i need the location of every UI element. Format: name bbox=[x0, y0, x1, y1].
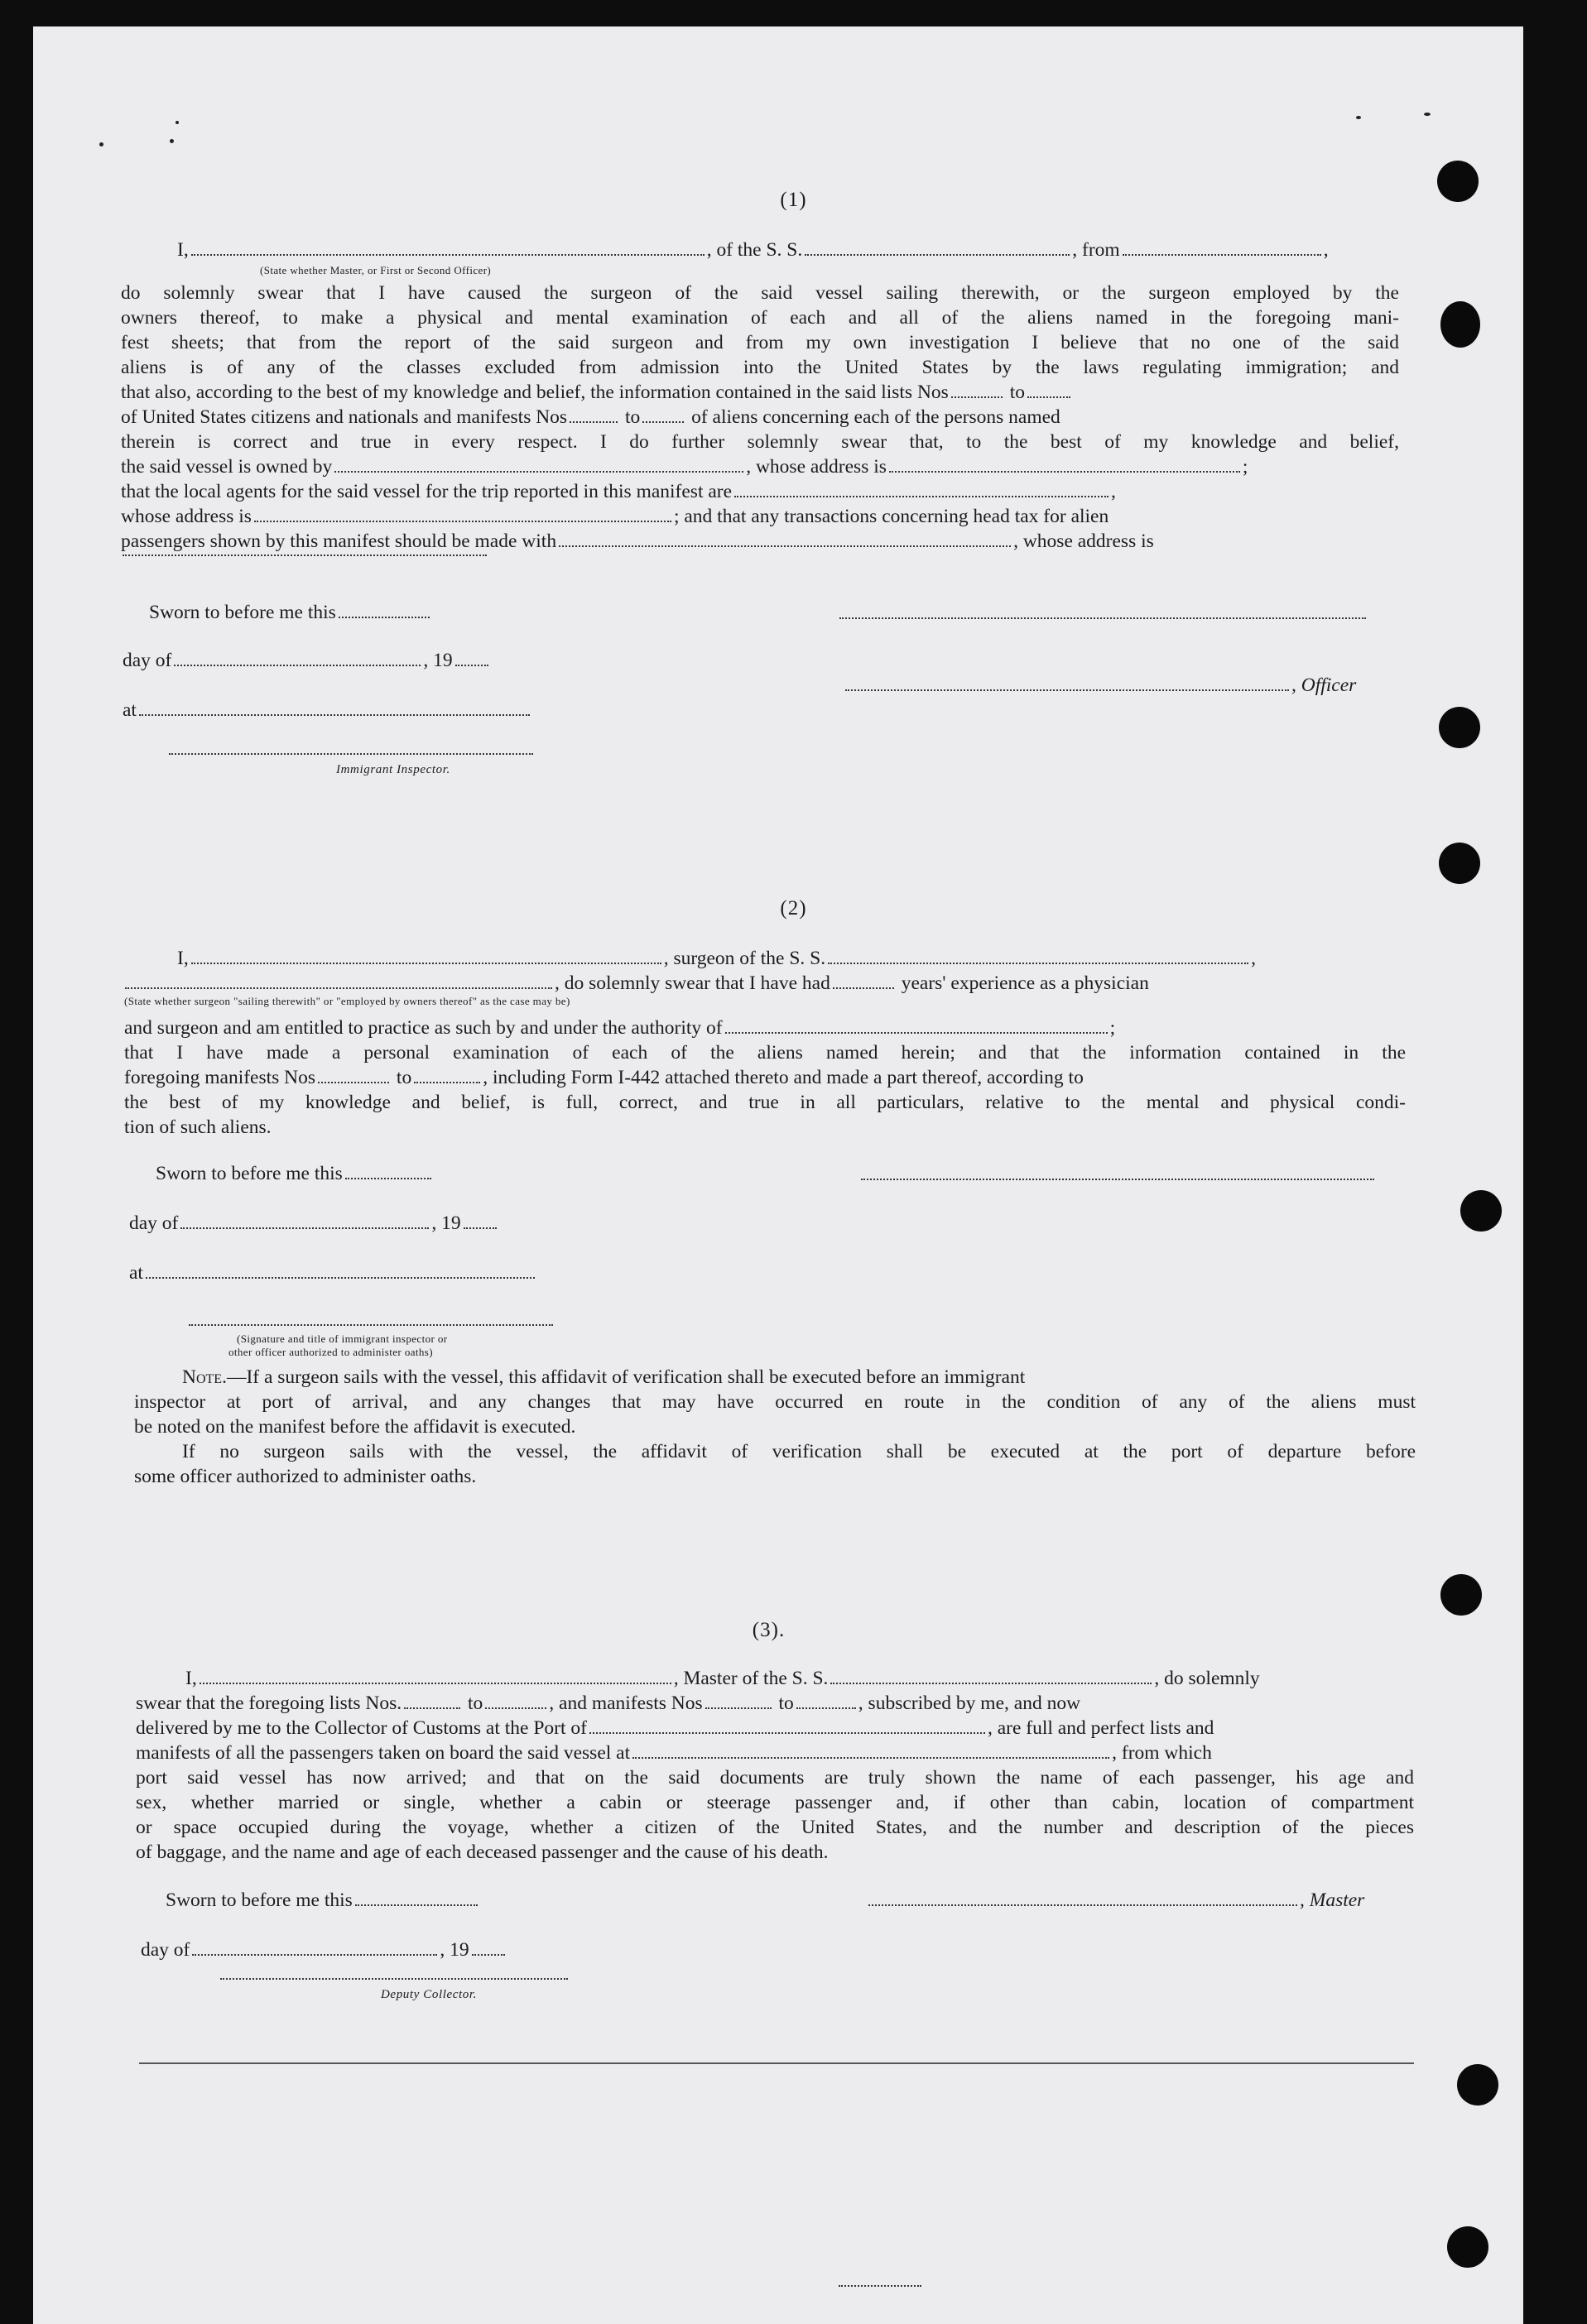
section-1-at: at bbox=[123, 699, 532, 722]
section-1-passengers-line: passengers shown by this manifest should be made with , whose address is bbox=[121, 531, 1154, 552]
punch-hole bbox=[1457, 2064, 1498, 2106]
section-1-para-line: aliens is of any of the classes excluded from admission into the United States by the laws regulating immigration; and bbox=[121, 357, 1399, 378]
section-2-line-1: I, , surgeon of the S. S. , bbox=[177, 948, 1256, 969]
section-3-sworn: Sworn to before me this bbox=[166, 1889, 480, 1912]
punch-hole bbox=[1439, 707, 1480, 748]
section-3-para-line: sex, whether married or single, whether a cabin or steerage passenger and, if other than cabin, location of compartment bbox=[136, 1792, 1414, 1813]
signature-caption: (Signature and title of immigrant inspector or bbox=[237, 1332, 448, 1345]
note-line: Note.—If a surgeon sails with the vessel, this affidavit of verification shall be executed before an immigrant bbox=[182, 1366, 1026, 1388]
section-3-last: of baggage, and the name and age of each deceased passenger and the cause of his death. bbox=[136, 1841, 829, 1863]
section-3-line-2: swear that the foregoing lists Nos. to , and manifests Nos to , subscribed by me, and now bbox=[136, 1693, 1081, 1714]
section-3-line-4: manifests of all the passengers taken on board the said vessel at , from which bbox=[136, 1742, 1212, 1764]
section-2-authority: and surgeon and am entitled to practice as such by and under the authority of ; bbox=[124, 1017, 1116, 1039]
section-2-para-line: that I have made a personal examination of each of the aliens named herein; and that the information contained in the bbox=[124, 1042, 1406, 1064]
bottom-rule bbox=[139, 2062, 1414, 2064]
bottom-dots bbox=[836, 2269, 924, 2293]
section-1-number: (1) bbox=[780, 189, 807, 211]
section-2-number: (2) bbox=[780, 897, 807, 920]
section-2-sworn: Sworn to before me this bbox=[156, 1162, 434, 1185]
address-fill-line bbox=[123, 555, 487, 556]
officer-signature-line bbox=[839, 617, 1366, 619]
section-3-day-of: day of , 19 bbox=[141, 1938, 507, 1961]
section-3-para-line: or space occupied during the voyage, whether a citizen of the United States, and the number and description of the pieces bbox=[136, 1817, 1414, 1838]
inspector-caption: Immigrant Inspector. bbox=[336, 763, 450, 776]
section-1-day-of: day of , 19 bbox=[123, 649, 491, 672]
section-2-line-2: , do solemnly swear that I have had years' experience as a physician bbox=[123, 972, 1149, 995]
note2-line: If no surgeon sails with the vessel, the affidavit of verification shall be executed at the port of departure before bbox=[182, 1441, 1416, 1462]
punch-hole bbox=[1439, 843, 1480, 884]
speck bbox=[170, 139, 174, 143]
section-1-para-line: owners thereof, to make a physical and mental examination of each and all of the aliens named in the foregoing mani- bbox=[121, 307, 1399, 329]
section-2-best: the best of my knowledge and belief, is full, correct, and true in all particulars, relative to the mental and physical condi- bbox=[124, 1092, 1406, 1113]
note-line: inspector at port of arrival, and any changes that may have occurred en route in the condition of any of the aliens must bbox=[134, 1391, 1416, 1413]
section-2-tion: tion of such aliens. bbox=[124, 1116, 272, 1138]
section-1-lists-line: that also, according to the best of my knowledge and belief, the information contained in the said lists Nos to bbox=[121, 381, 1073, 404]
surgeon-caption: (State whether surgeon "sailing therewith" or "employed by owners thereof" as the case may be) bbox=[124, 995, 570, 1007]
speck bbox=[1356, 116, 1361, 119]
section-1-officer-line: , Officer bbox=[843, 674, 1356, 697]
section-1-correct-line: therein is correct and true in every respect. I do further solemnly swear that, to the best of my knowledge and belief, bbox=[121, 431, 1399, 453]
section-1-para-line: do solemnly swear that I have caused the surgeon of the said vessel sailing therewith, or the surgeon employed by the bbox=[121, 282, 1399, 304]
inspector-signature-line-2 bbox=[189, 1324, 553, 1326]
speck bbox=[176, 121, 179, 124]
note-line: be noted on the manifest before the affidavit is executed. bbox=[134, 1416, 576, 1438]
speck bbox=[99, 142, 103, 146]
section-1-owned-line: the said vessel is owned by , whose address is ; bbox=[121, 456, 1248, 478]
deputy-signature-line bbox=[220, 1978, 568, 1980]
section-1-whose-line: whose address is ; and that any transactions concerning head tax for alien bbox=[121, 506, 1109, 527]
section-2-at: at bbox=[129, 1261, 537, 1284]
punch-hole bbox=[1440, 301, 1480, 348]
section-1-sworn: Sworn to before me this bbox=[149, 601, 432, 624]
section-3-number: (3). bbox=[752, 1619, 786, 1641]
inspector-signature-line bbox=[169, 753, 533, 755]
surgeon-signature-line bbox=[861, 1179, 1374, 1180]
punch-hole bbox=[1447, 2226, 1488, 2268]
section-1-agents-line: that the local agents for the said vessel for the trip reported in this manifest are , bbox=[121, 481, 1116, 502]
section-1-line-1: I, , of the S. S. , from , bbox=[177, 239, 1329, 261]
section-2-manifests: foregoing manifests Nos to , including Form I-442 attached thereto and made a part thereof, according to bbox=[124, 1067, 1084, 1088]
speck bbox=[1424, 113, 1431, 116]
section-1-para-line: fest sheets; that from the report of the said surgeon and from my own investigation I believe that no one of the said bbox=[121, 332, 1399, 353]
section-2-day-of: day of , 19 bbox=[129, 1212, 499, 1235]
section-3-line-3: delivered by me to the Collector of Customs at the Port of , are full and perfect lists and bbox=[136, 1717, 1214, 1739]
section-3-line-1: I, , Master of the S. S. , do solemnly bbox=[185, 1668, 1260, 1689]
deputy-caption: Deputy Collector. bbox=[381, 1988, 478, 2001]
officer-caption: (State whether Master, or First or Second Officer) bbox=[260, 264, 492, 276]
document-page bbox=[33, 26, 1523, 2324]
note2-line: some officer authorized to administer oaths. bbox=[134, 1466, 477, 1487]
section-3-master-line: , Master bbox=[866, 1889, 1364, 1912]
punch-hole bbox=[1460, 1190, 1502, 1232]
section-1-citizens-line: of United States citizens and nationals and manifests Nos to of aliens concerning each of the persons named bbox=[121, 406, 1060, 428]
section-3-para-line: port said vessel has now arrived; and that on the said documents are truly shown the name of each passenger, his age and bbox=[136, 1767, 1414, 1789]
punch-hole bbox=[1440, 1574, 1482, 1616]
signature-caption: other officer authorized to administer oaths) bbox=[228, 1346, 433, 1358]
